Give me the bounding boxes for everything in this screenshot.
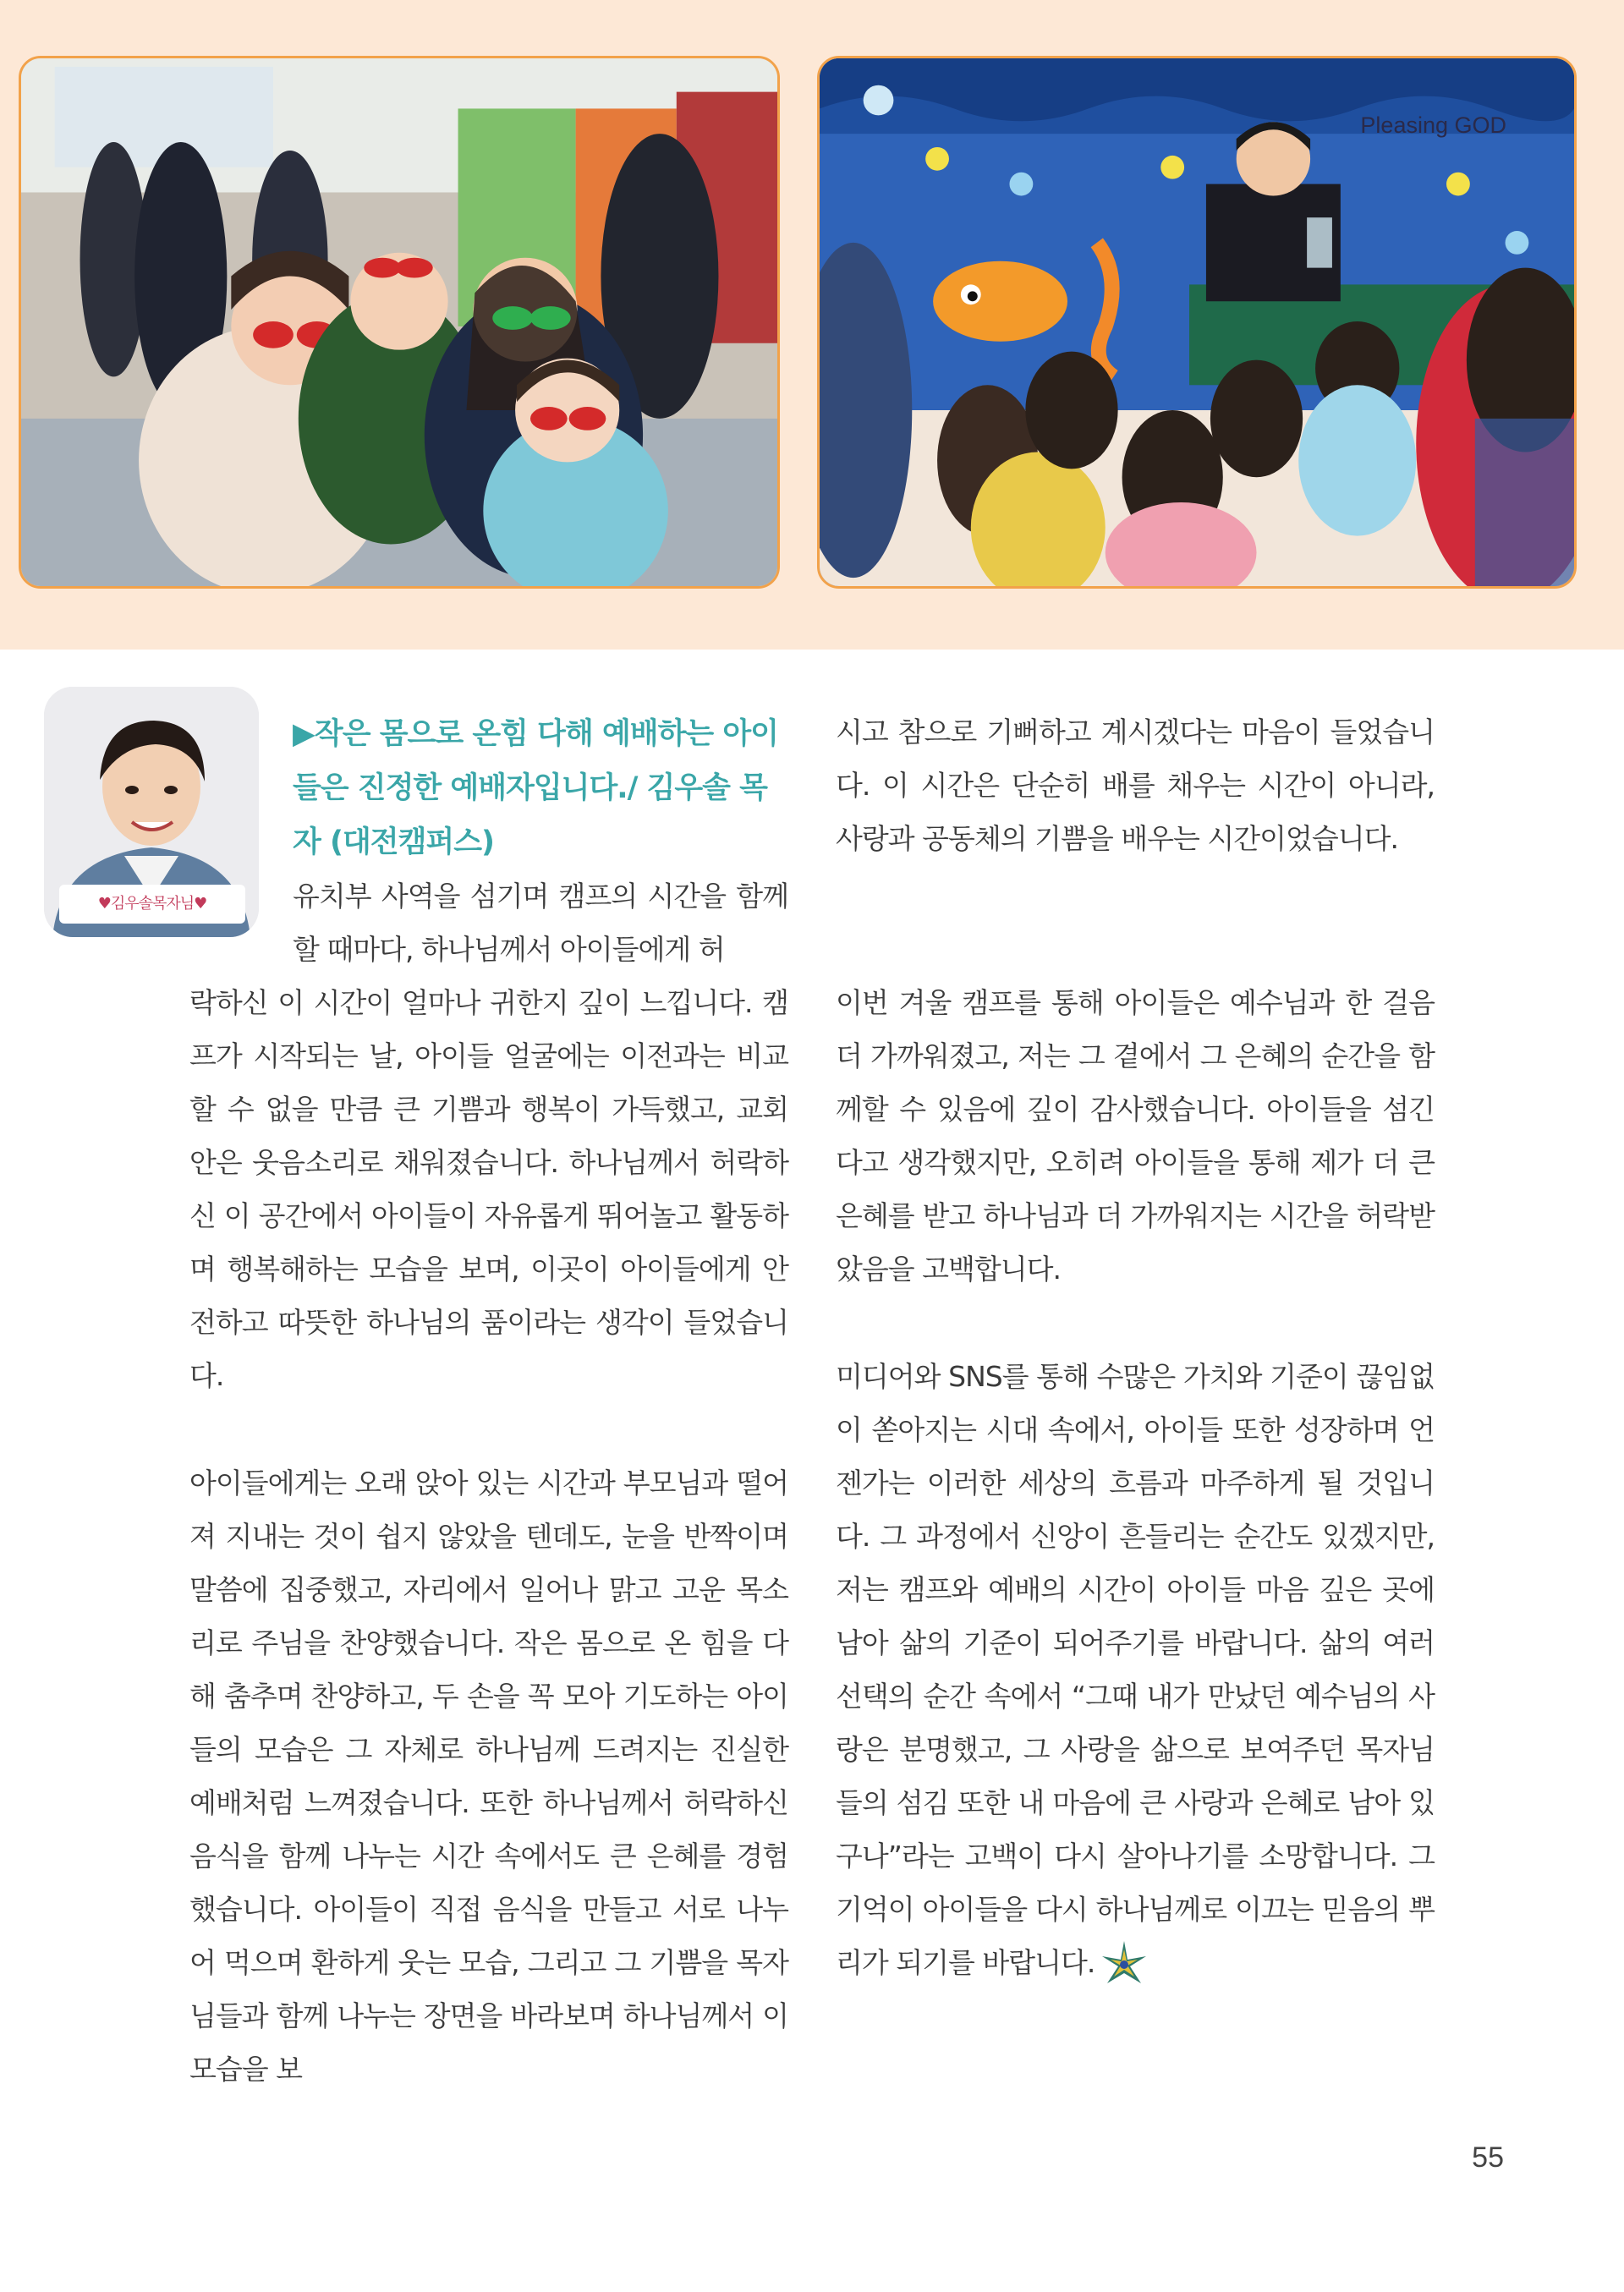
right-para-1: 시고 참으로 기뻐하고 계시겠다는 마음이 들었습니다. 이 시간은 단순히 배를 채우는 시간이 아니라, 사랑과 공동체의 기쁨을 배우는 시간이었습니다. bbox=[836, 716, 1435, 855]
article-heading: ▶작은 몸으로 온힘 다해 예배하는 아이들은 진정한 예배자입니다./ 김우솔 목자 (대전캠퍼스) bbox=[293, 717, 778, 859]
camp-photo-right bbox=[817, 56, 1577, 589]
camp-photo-left-image bbox=[21, 58, 777, 586]
left-para-1-continued bbox=[189, 976, 788, 1402]
left-para-1-text: 유치부 사역을 섬기며 캠프의 시간을 함께할 때마다, 하나님께서 아이들에게 허 bbox=[293, 880, 788, 966]
photo-watermark: Pleasing GOD bbox=[1360, 112, 1506, 138]
page-number: 55 bbox=[1472, 2141, 1504, 2174]
right-para-2: 이번 겨울 캠프를 통해 아이들은 예수님과 한 걸음 더 가까워졌고, 저는 그 곁에서 그 은혜의 순간을 함께할 수 있음에 깊이 감사했습니다. 아이들을 섬긴다고 생각했지만, 오히려 아이들을 통해 제가 더 큰 은혜를 받고 하나님과 더 가까워지는 시간을 허락받았음을 고백합니다. bbox=[836, 986, 1435, 1286]
author-name-card: ♥김우솔목자님♥ bbox=[59, 885, 245, 924]
camp-photo-left bbox=[19, 56, 780, 589]
sunburst-end-icon bbox=[1098, 1938, 1150, 1991]
right-para-3 bbox=[836, 1350, 1435, 1991]
left-para-1-indented bbox=[293, 869, 788, 976]
author-portrait bbox=[44, 687, 259, 937]
left-para-2: 아이들에게는 오래 앉아 있는 시간과 부모님과 떨어져 지내는 것이 쉽지 않았을 텐데도, 눈을 반짝이며 말씀에 집중했고, 자리에서 일어나 맑고 고운 목소리로 주님을 찬양했습니다. 작은 몸으로 온 힘을 다해 춤추며 찬양하고, 두 손을 꼭 모아 기도하는 아이들의 모습은 그 자체로 하나님께 드려지는 진실한 예배처럼 느껴졌습니다. 또한 하나님께서 허락하신 음식을 함께 나누는 시간 속에서도 큰 은혜를 경험했습니다. 아이들이 직접 음식을 만들고 서로 나누어 먹으며 환하게 웃는 모습, 그리고 그 기쁨을 목자님들과 함께 나누는 장면을 바라보며 하나님께서 이 모습을 보 bbox=[189, 1467, 788, 2086]
left-para-1-tail: 락하신 이 시간이 얼마나 귀한지 깊이 느낍니다. 캠프가 시작되는 날, 아이들 얼굴에는 이전과는 비교할 수 없을 만큼 큰 기쁨과 행복이 가득했고, 교회 안은 웃음소리로 채워졌습니다. 하나님께서 허락하신 이 공간에서 아이들이 자유롭게 뛰어놀고 활동하며 행복해하는 모습을 보며, 이곳이 아이들에게 안전하고 따뜻한 하나님의 품이라는 생각이 들었습니다. bbox=[189, 986, 788, 1392]
right-para-3-text: 미디어와 SNS를 통해 수많은 가치와 기준이 끊임없이 쏟아지는 시대 속에서, 아이들 또한 성장하며 언젠가는 이러한 세상의 흐름과 마주하게 될 것입니다. 그 과정에서 신앙이 흔들리는 순간도 있겠지만, 저는 캠프와 예배의 시간이 아이들 마음 깊은 곳에 남아 삶의 기준이 되어주기를 바랍니다. 삶의 여러 선택의 순간 속에서 “그때 내가 만났던 예수님의 사랑은 분명했고, 그 사랑을 삶으로 보여주던 목자님들의 섬김 또한 내 마음에 큰 사랑과 은혜로 남아 있구나”라는 고백이 다시 살아나기를 소망합니다. 그 기억이 아이들을 다시 하나님께로 이끄는 믿음의 뿌리가 되기를 바랍니다. bbox=[836, 1360, 1435, 1979]
